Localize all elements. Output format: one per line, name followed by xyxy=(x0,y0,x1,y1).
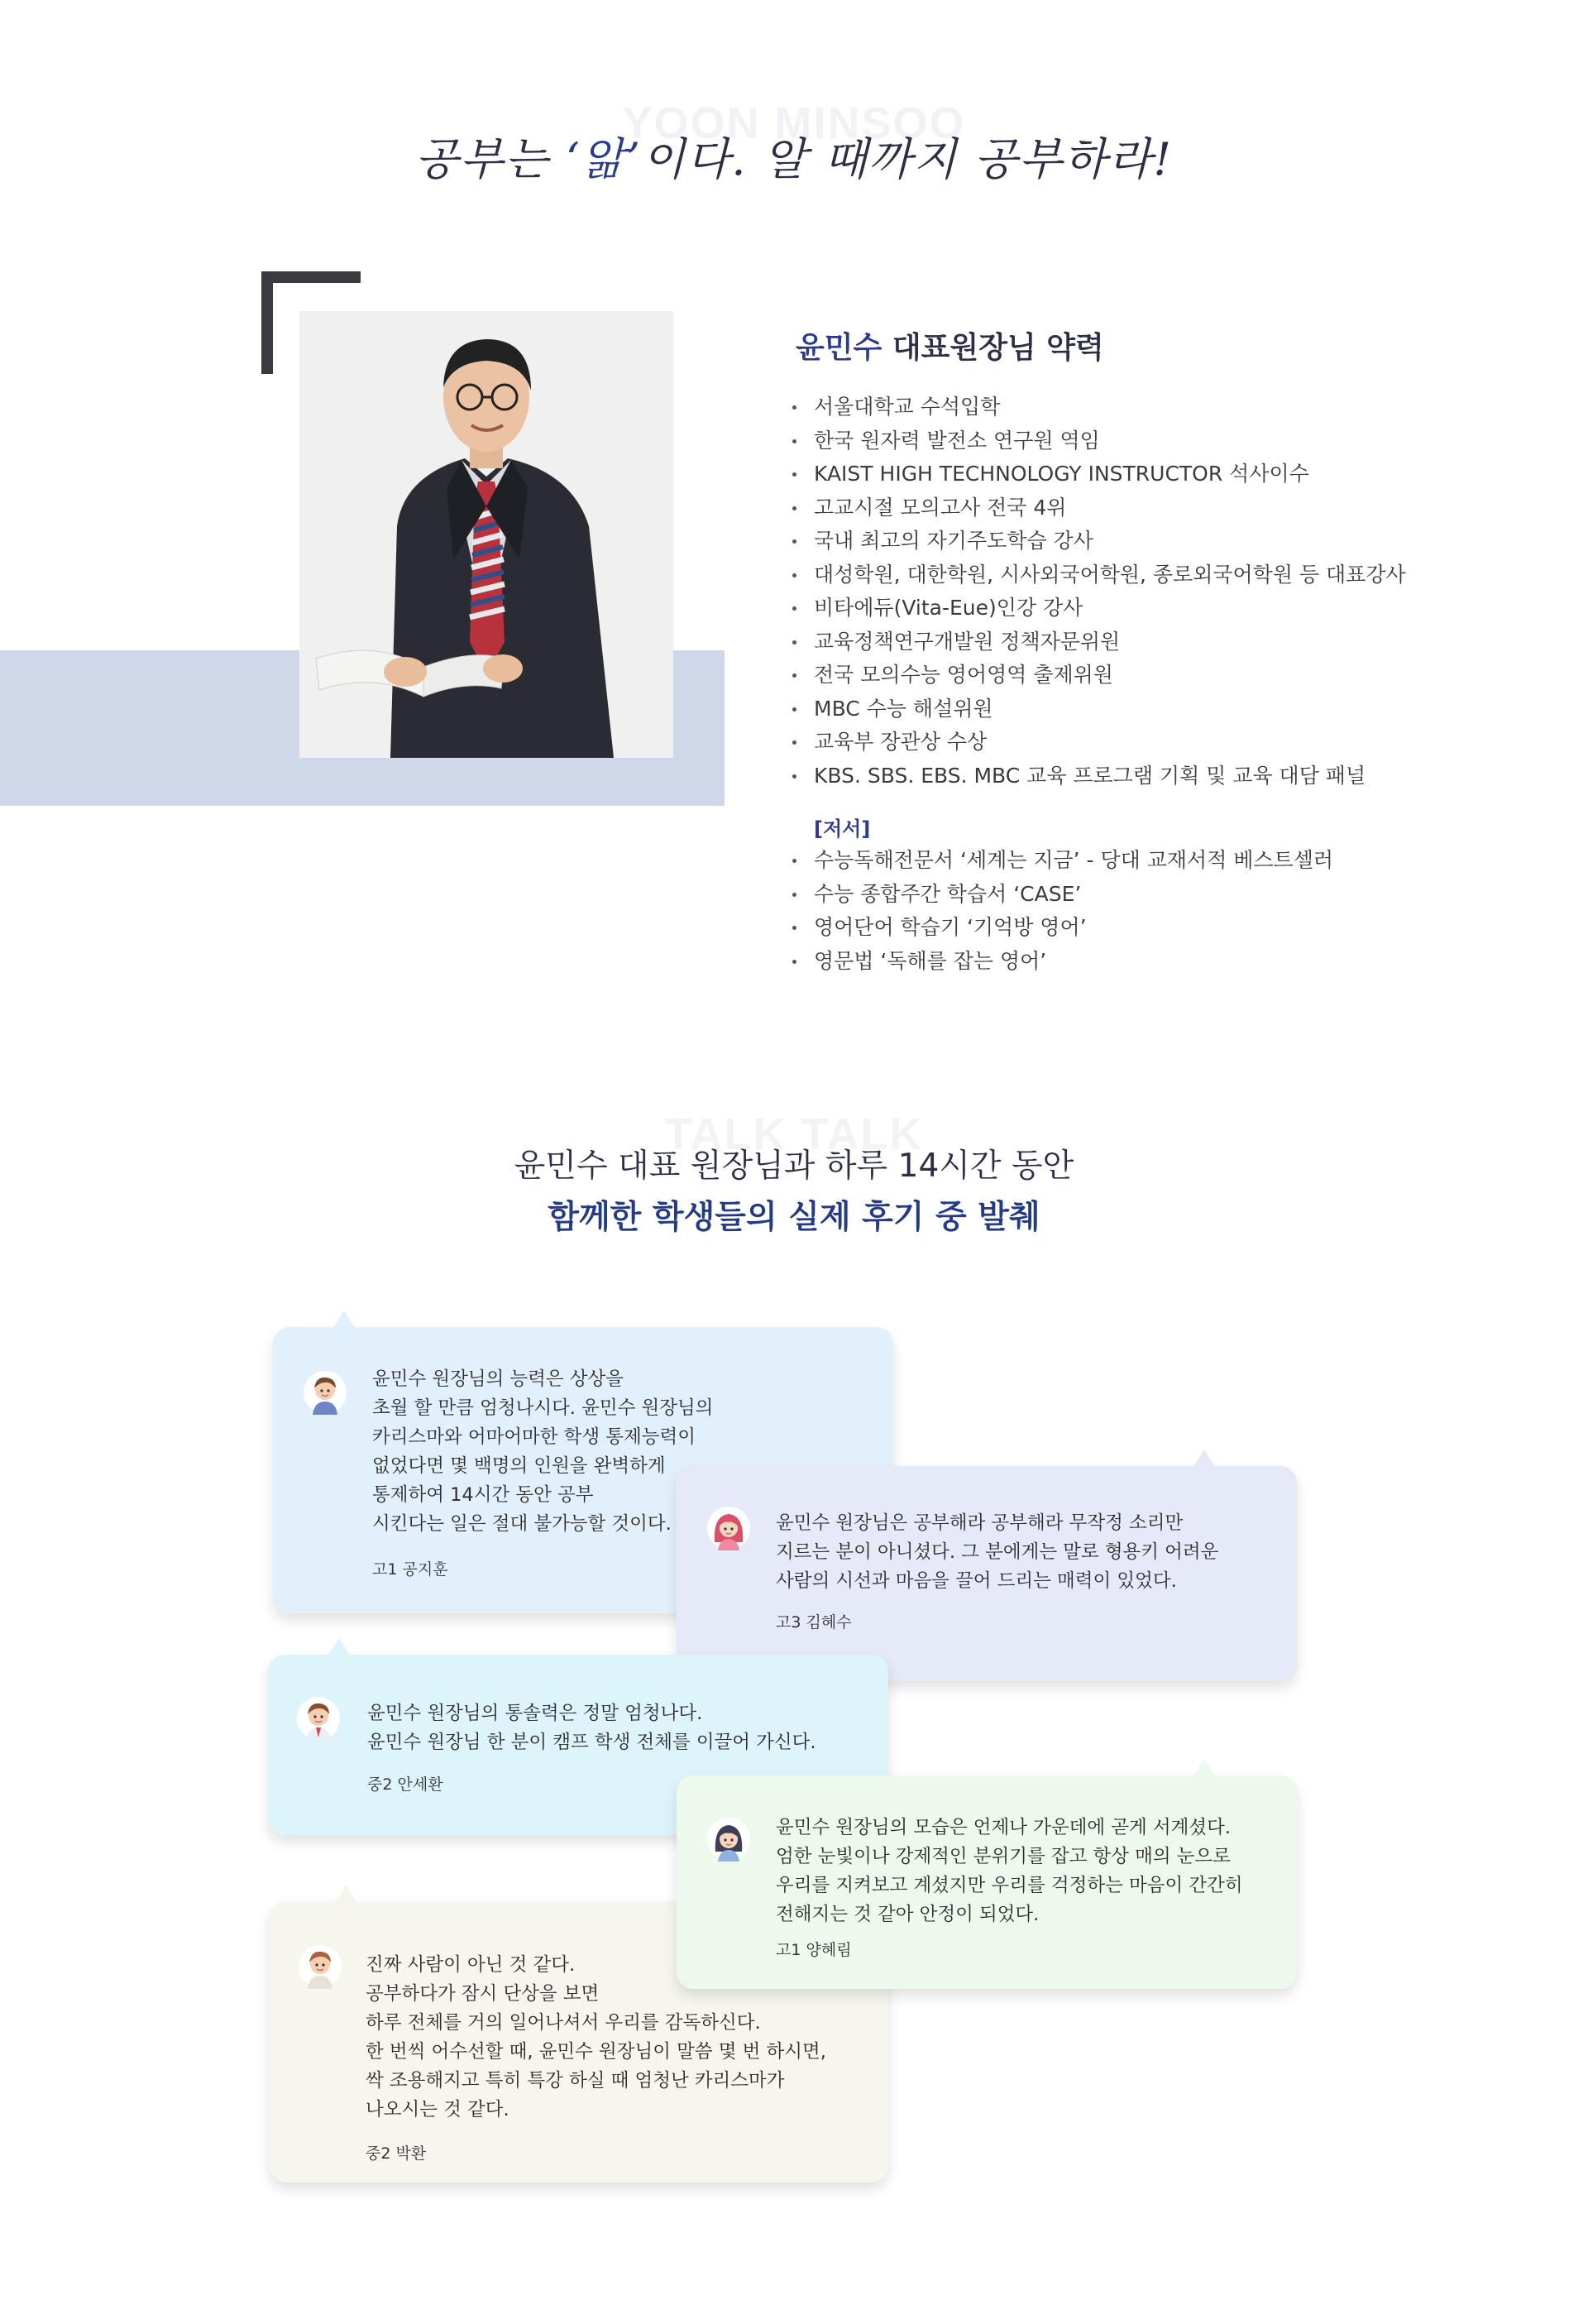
career-item: 고교시절 모의고사 전국 4위 xyxy=(792,491,1406,525)
girl-avatar-icon xyxy=(706,1506,751,1550)
speech-tail xyxy=(1193,1759,1216,1777)
book-item: 수능독해전문서 ‘세계는 지금’ - 당대 교재서적 베스트셀러 xyxy=(792,844,1333,878)
books-title: [저서] xyxy=(814,817,871,841)
boy-avatar-icon xyxy=(298,1944,342,1989)
career-item: 교육부 장관상 수상 xyxy=(792,726,1406,759)
review-text: 윤민수 원장님의 통솔력은 정말 엄청나다. 윤민수 원장님 한 분이 캠프 학생 전체를 이끌어 가신다. xyxy=(367,1703,816,1753)
boy-avatar-icon xyxy=(303,1370,347,1415)
career-item: 비타에듀(Vita-Eue)인강 강사 xyxy=(792,592,1406,625)
director-photo xyxy=(299,311,673,758)
speech-tail xyxy=(1193,1450,1216,1468)
reviews-watermark: TALK TALK xyxy=(664,1109,924,1159)
book-item: 영문법 ‘독해를 잡는 영어’ xyxy=(792,945,1333,979)
career-item: 대성학원, 대한학원, 시사외국어학원, 종로외국어학원 등 대표강사 xyxy=(792,558,1406,592)
speech-tail xyxy=(334,1885,357,1903)
slogan-highlight: ‘앎’ xyxy=(565,133,643,185)
review-text: 윤민수 원장님은 공부해라 공부해라 무작정 소리만 지르는 분이 아니셨다. 그 분에게는 말로 형용키 어려운 사람의 시선과 마음을 끌어 드리는 매력이 있었다. xyxy=(776,1512,1219,1592)
review-text: 윤민수 원장님의 모습은 언제나 가운데에 곧게 서계셨다. 엄한 눈빛이나 강제적인 분위기를 잡고 항상 매의 눈으로 우리를 지켜보고 계셨지만 우리를 걱정하는 마음이 간간히 전해지는 것 같아 안정이 되었다. xyxy=(776,1817,1243,1925)
speech-tail xyxy=(332,1311,356,1329)
reviews-heading-line1: 윤민수 대표 원장님과 하루 14시간 동안 xyxy=(514,1148,1074,1185)
career-item: 국내 최고의 자기주도학습 강사 xyxy=(792,525,1406,558)
boy-avatar-icon xyxy=(296,1696,341,1741)
career-item: KAIST HIGH TECHNOLOGY INSTRUCTOR 석사이수 xyxy=(792,458,1406,491)
reviews-heading-line2: 함께한 학생들의 실제 후기 중 발췌 xyxy=(548,1199,1040,1236)
review-author: 고1 공지훈 xyxy=(372,1560,448,1579)
career-item: KBS. SBS. EBS. MBC 교육 프로그램 기획 및 교육 대담 패널 xyxy=(792,759,1406,793)
career-item: 교육정책연구개발원 정책자문위원 xyxy=(792,625,1406,659)
career-list xyxy=(792,391,1406,793)
review-author: 중2 박환 xyxy=(366,2144,427,2163)
book-item: 영어단어 학습기 ‘기억방 영어’ xyxy=(792,911,1333,945)
director-name: 윤민수 xyxy=(796,331,882,365)
review-text: 진짜 사람이 아닌 것 같다. 공부하다가 잠시 단상을 보면 하루 전체를 거의 일어나셔서 우리를 감독하신다. 한 번씩 어수선할 때, 윤민수 원장님이 말씀 몇 번 하시면, 싹 조용해지고 특히 특강 하실 때 엄청난 카리스마가 나오시는 것 같다. xyxy=(366,1954,826,2120)
review-author: 고1 양혜림 xyxy=(776,1941,852,1959)
book-item: 수능 종합주간 학습서 ‘CASE’ xyxy=(792,878,1333,912)
career-item: MBC 수능 해설위원 xyxy=(792,692,1406,726)
career-item: 한국 원자력 발전소 연구원 역임 xyxy=(792,424,1406,458)
slogan-post: 이다. 알 때까지 공부하라! xyxy=(642,133,1174,185)
review-author: 중2 안세환 xyxy=(367,1775,443,1794)
hero-slogan xyxy=(0,124,1588,188)
review-card xyxy=(677,1775,1297,1989)
director-portrait-illustration xyxy=(299,311,673,758)
career-item: 서울대학교 수석입학 xyxy=(792,391,1406,424)
books-list xyxy=(792,844,1333,978)
review-card xyxy=(677,1466,1297,1681)
career-title xyxy=(796,324,1104,367)
review-author: 고3 김혜수 xyxy=(776,1613,852,1632)
speech-tail xyxy=(328,1638,351,1656)
hero-watermark: YOON MINSOO xyxy=(622,98,966,148)
career-title-rest: 대표원장님 약력 xyxy=(882,331,1104,365)
girl-avatar-icon xyxy=(706,1817,751,1862)
slogan-pre: 공부는 xyxy=(414,133,566,185)
review-text: 윤민수 원장님의 능력은 상상을 초월 할 만큼 엄청나시다. 윤민수 원장님의 카리스마와 어마어마한 학생 통제능력이 없었다면 몇 백명의 인원을 완벽하게 통제하여 14시간 동안 공부 시킨다는 일은 절대 불가능할 것이다. xyxy=(372,1368,714,1535)
career-item: 전국 모의수능 영어영역 출제위원 xyxy=(792,659,1406,692)
